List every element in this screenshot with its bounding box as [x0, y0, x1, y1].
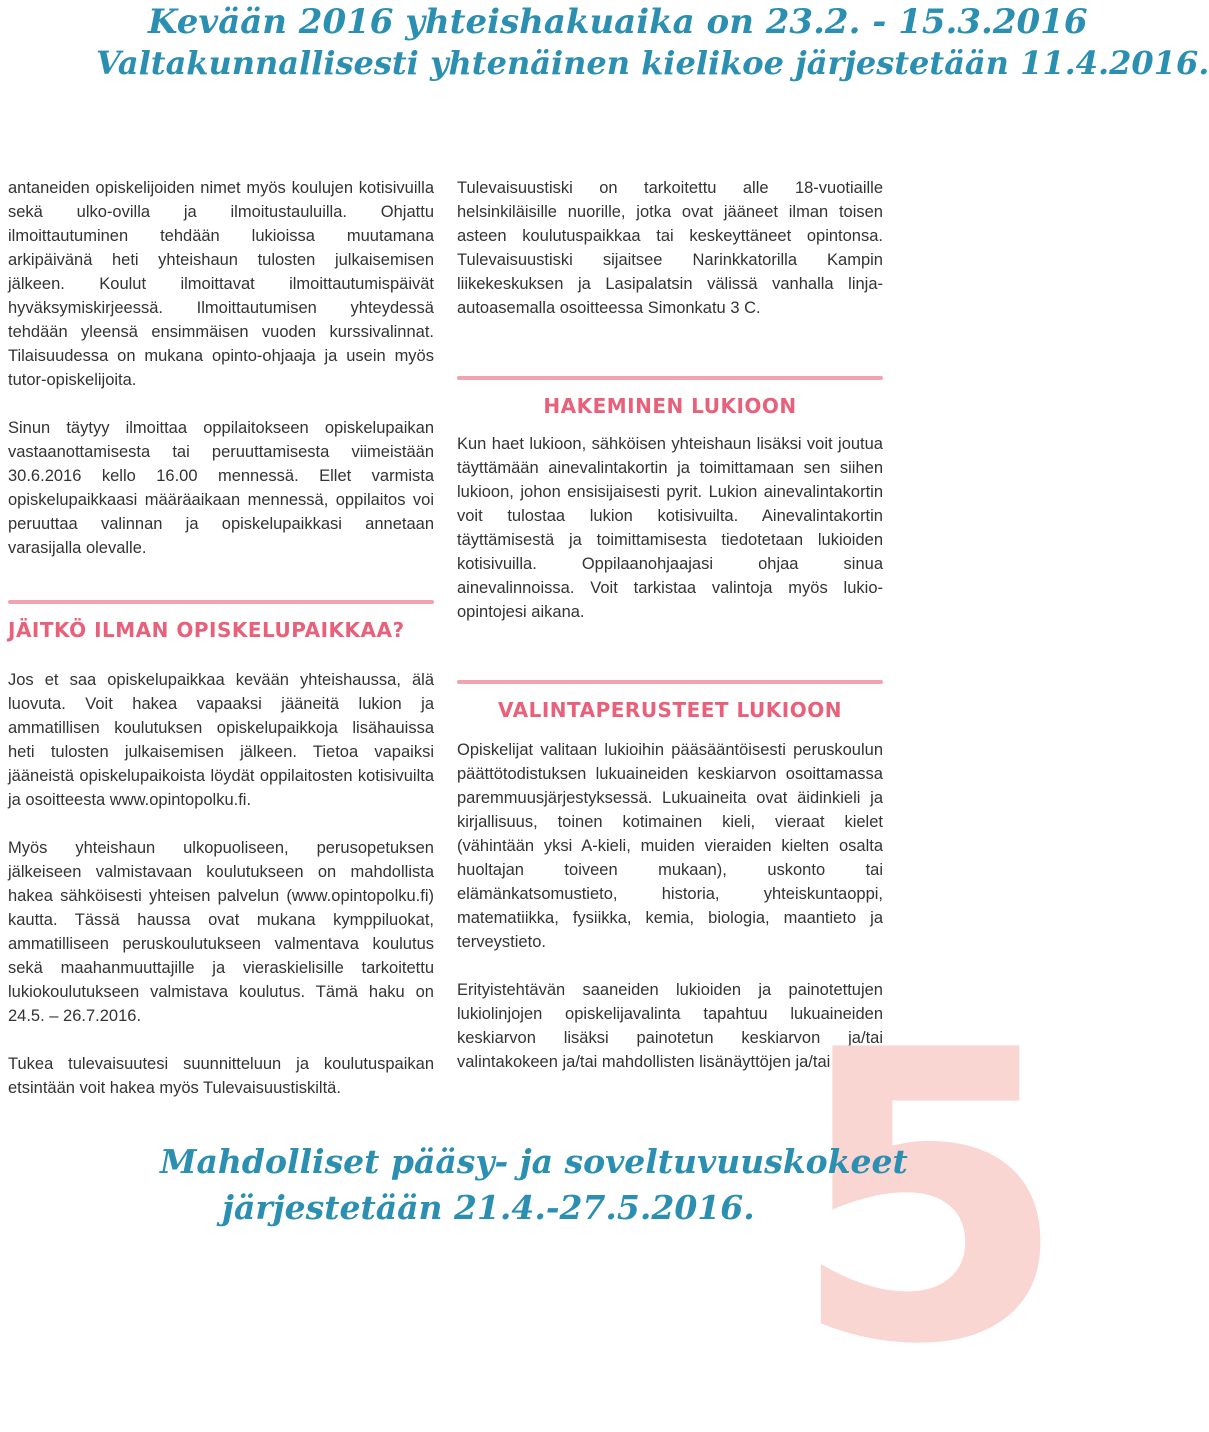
right-column	[457, 176, 883, 1074]
page-number: 5	[790, 967, 1069, 1432]
header-line-1: Kevään 2016 yhteishakuaika on 23.2. - 15.3.2016	[148, 2, 1088, 42]
paragraph: Opiskelijat valitaan lukioihin pääsääntöisesti peruskoulun päättötodistuksen lukuaineiden keskiarvon osoittamassa paremmuusjärjestyksessä. Lukuaineita ovat äidinkieli ja kirjallisuus, toinen kotimainen kieli, vieraat kielet (vähintään yksi A-kieli, muiden vieraiden kielten osalta huoltajan toiveen mukaan), uskonto tai elämänkatsomustieto, historia, yhteiskuntaoppi, matematiikka, fysiikka, kemia, biologia, maantieto ja terveystieto.	[457, 741, 883, 951]
section-heading: JÄITKÖ ILMAN OPISKELUPAIKKAA?	[8, 618, 405, 642]
paragraph: Jos et saa opiskelupaikkaa kevään yhteishaussa, älä luovuta. Voit hakea vapaaksi jääneitä lukion ja ammatillisen koulutuksen opiskelupaikkoja lisähauissa heti tulosten julkaisemisen jälkeen. Tietoa vapaiksi jääneistä opiskelupaikoista löydät oppilaitosten kotisivuilta ja osoitteesta www.opintopolku.fi.	[8, 671, 434, 809]
paragraph: Kun haet lukioon, sähköisen yhteishaun lisäksi voit joutua täyttämään ainevalintakortin ja toimittamaan sen siihen lukioon, johon ensisijaisesti pyrit. Lukion ainevalintakortin voit tulostaa lukion kotisivuilta. Ainevalintakortin täyttämisestä ja toimittamisesta tiedotetaan lukioiden kotisivuilla. Oppilaanohjaajasi ohjaa sinua ainevalinnoissa. Voit tarkistaa valintoja myös lukio-opintojesi aikana.	[457, 435, 883, 621]
header-line-2: Valtakunnallisesti yhtenäinen kielikoe järjestetään 11.4.2016.	[96, 44, 1209, 82]
left-column	[8, 176, 434, 1100]
paragraph: Erityistehtävän saaneiden lukioiden ja painotettujen lukiolinjojen opiskelijavalinta tapahtuu lukuaineiden keskiarvon lisäksi painotetun keskiarvon ja/tai valintakokeen ja/tai mahdollisten lisänäyttöjen ja/tai	[457, 981, 883, 1071]
paragraph: Sinun täytyy ilmoittaa oppilaitokseen opiskelupaikan vastaanottamisesta tai peruuttamisesta viimeistään 30.6.2016 kello 16.00 mennessä. Ellet varmista opiskelupaikkaasi määräaikaan mennessä, oppilaitos voi peruuttaa valinnan ja opiskelupaikkasi annetaan varasijalla olevalle.	[8, 419, 434, 557]
paragraph: Tulevaisuustiski on tarkoitettu alle 18-vuotiaille helsinkiläisille nuorille, jotka ovat jääneet ilman toisen asteen koulutuspaikkaa tai keskeyttäneet opintonsa. Tulevaisuustiski sijaitsee Narinkkatorilla Kampin liikekeskuksen ja Lasipalatsin välissä vanhalla linja-autoasemalla osoitteessa Simonkatu 3 C.	[457, 179, 883, 317]
paragraph: Myös yhteishaun ulkopuoliseen, perusopetuksen jälkeiseen valmistavaan koulutukseen on mahdollista hakea sähköisesti yhteisen palvelun (www.opintopolku.fi) kautta. Tässä haussa ovat mukana kymppiluokat, ammatilliseen peruskoulutukseen valmentava koulutus sekä maahanmuuttajille ja vieraskielisille tarkoitettu lukiokoulutukseen valmistava koulutus. Tämä haku on 24.5. – 26.7.2016.	[8, 839, 434, 1025]
paragraph: Tukea tulevaisuutesi suunnitteluun ja koulutuspaikan etsintään voit hakea myös Tulevaisuustiskiltä.	[8, 1055, 434, 1097]
section-heading: HAKEMINEN LUKIOON	[543, 394, 797, 418]
section-heading: VALINTAPERUSTEET LUKIOON	[498, 698, 842, 722]
paragraph: antaneiden opiskelijoiden nimet myös koulujen kotisivuilla sekä ulko-ovilla ja ilmoitustauluilla. Ohjattu ilmoittautuminen tehdään lukioissa muutamana arkipäivänä heti yhteishaun tulosten julkaisemisen jälkeen. Koulut ilmoittavat ilmoittautumispäivät hyväksymiskirjeessä. Ilmoittautumisen yhteydessä tehdään yleensä ensimmäisen vuoden kurssivalinnat. Tilaisuudessa on mukana opinto-ohjaaja ja usein myös tutor-opiskelijoita.	[8, 179, 434, 389]
footer-line-1: Mahdolliset pääsy- ja soveltuvuuskokeet	[160, 1142, 908, 1181]
footer-line-2: järjestetään 21.4.-27.5.2016.	[222, 1188, 755, 1227]
